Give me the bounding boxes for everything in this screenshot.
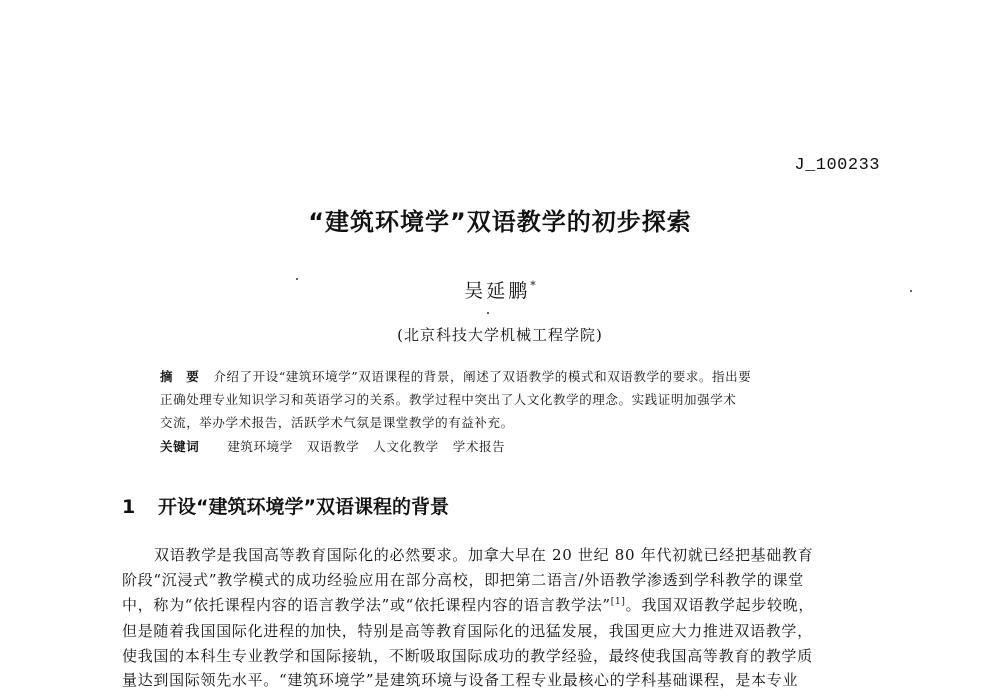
keywords-line [160,437,850,455]
section-number: 1 [122,496,136,518]
section-title: 开设“建筑环境学”双语课程的背景 [158,496,449,518]
author-footnote-mark: * [530,279,536,292]
scan-speck [910,290,912,292]
body-line [122,594,882,615]
body-line-tail: 。我国双语教学起步较晚， [625,596,815,614]
document-id: J_100233 [794,156,880,175]
scan-speck [296,278,298,280]
body-line: 但是随着我国国际化进程的加快，特别是高等教育国际化的迅猛发展，我国更应大力推进双语教学， [122,622,813,640]
keyword-item: 学术报告 [452,439,506,454]
abstract-line-2: 正确处理专业知识学习和英语学习的关系。教学过程中突出了人文化教学的理念。实践证明加强学术 [160,392,737,407]
author-line [0,276,1000,303]
abstract-line-3: 交流，举办学术报告，活跃学术气氛是课堂教学的有益补充。 [160,415,514,430]
keyword-item: 人文化教学 [373,439,439,454]
author-name: 吴延鹏 [464,280,531,302]
citation-ref: [1] [610,597,626,607]
body-line: 双语教学是我国高等教育国际化的必然要求。加拿大早在 20 世纪 80 年代初就已经把基础教育 [154,546,814,564]
body-line: 量达到国际领先水平。“建筑环境学”是建筑环境与设备工程专业最核心的学科基础课程，是本专业 [122,671,799,689]
scan-speck [487,312,489,314]
section-heading [122,492,449,519]
body-line: 使我国的本科生专业教学和国际接轨，不断吸取国际成功的教学经验，最终使我国高等教育的教学质 [122,647,813,665]
abstract-text-1: 介绍了开设“建筑环境学”双语课程的背景，阐述了双语教学的模式和双语教学的要求。指出要 [213,369,752,384]
author-affiliation: (北京科技大学机械工程学院) [397,326,603,344]
abstract-line-1 [160,367,850,385]
body-line: 阶段“沉浸式”教学模式的成功经验应用在部分高校，即把第二语言/外语教学渗透到学科教学的课堂 [122,571,804,589]
keywords-label: 关键词 [160,439,200,454]
keyword-item: 建筑环境学 [227,439,293,454]
body-line-text: 中，称为“依托课程内容的语言教学法”或“依托课程内容的语言教学法” [122,596,611,614]
abstract-label: 摘 要 [160,369,200,384]
keyword-item: 双语教学 [306,439,360,454]
paper-title: “建筑环境学”双语教学的初步探索 [308,208,692,236]
